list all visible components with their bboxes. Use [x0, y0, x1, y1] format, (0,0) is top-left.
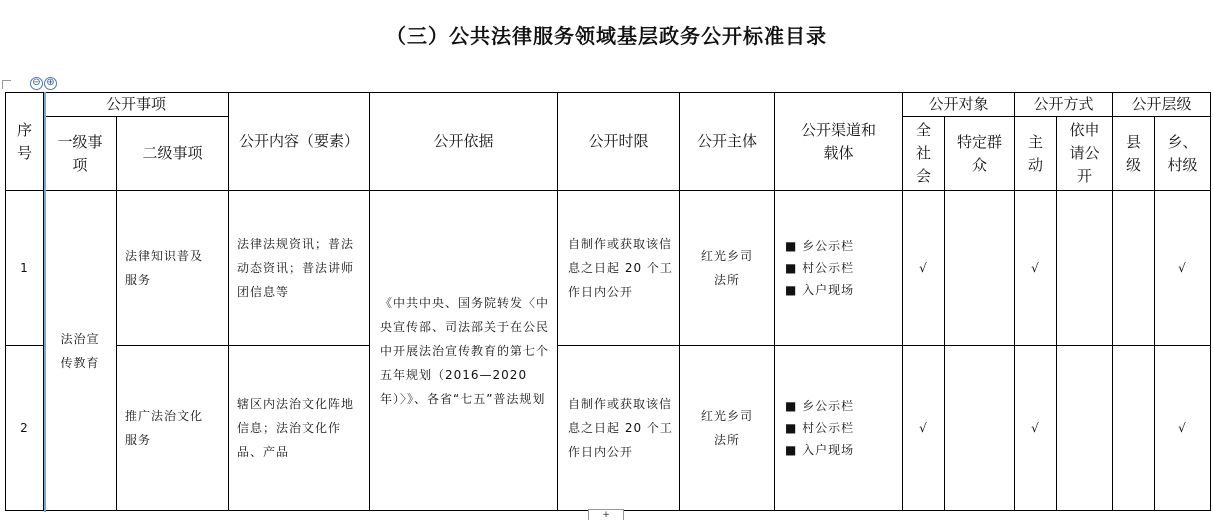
- level1-item: 法治宣传教育: [44, 191, 117, 511]
- channel-item: ■ 入户现场: [785, 443, 855, 457]
- check-active: √: [1015, 346, 1057, 511]
- row-level2: 法律知识普及服务: [117, 191, 229, 346]
- check-town: √: [1155, 346, 1211, 511]
- table-row: [6, 191, 1211, 346]
- row-subject: 红光乡司法所: [680, 346, 775, 511]
- header-level-county: 县级: [1113, 117, 1155, 191]
- header-disclosure-items: 公开事项: [44, 93, 229, 117]
- row-subject: 红光乡司法所: [680, 191, 775, 346]
- table-row: [6, 346, 1211, 511]
- header-method: 公开方式: [1015, 93, 1113, 117]
- row-content: 辖区内法治文化阵地信息；法治文化作品、产品: [229, 346, 370, 511]
- channel-item: ■ 村公示栏: [785, 421, 855, 435]
- check-all: √: [903, 346, 945, 511]
- channel-item: ■ 乡公示栏: [785, 399, 855, 413]
- row-seq: 2: [6, 346, 44, 511]
- row-seq: 1: [6, 191, 44, 346]
- header-subject: 公开主体: [680, 93, 775, 191]
- outline-controls[interactable]: [30, 77, 57, 90]
- add-row-tab[interactable]: +: [588, 509, 624, 520]
- check-request: [1057, 346, 1113, 511]
- channel-item: ■ 乡公示栏: [785, 239, 855, 253]
- row-time-limit: 自制作或获取该信息之日起 20 个工作日内公开: [558, 191, 680, 346]
- header-basis: 公开依据: [370, 93, 558, 191]
- row-content: 法律法规资讯；普法动态资讯；普法讲师团信息等: [229, 191, 370, 346]
- header-audience-specific: 特定群众: [945, 117, 1015, 191]
- header-level1: 一级事项: [44, 117, 117, 191]
- header-channel: 公开渠道和载体: [775, 93, 903, 191]
- check-all: √: [903, 191, 945, 346]
- table-corner-mark: [2, 80, 11, 89]
- header-method-request: 依申请公开: [1057, 117, 1113, 191]
- header-level: 公开层级: [1113, 93, 1211, 117]
- check-specific: [945, 191, 1015, 346]
- header-method-active: 主动: [1015, 117, 1057, 191]
- check-specific: [945, 346, 1015, 511]
- check-request: [1057, 191, 1113, 346]
- header-level2: 二级事项: [117, 117, 229, 191]
- channel-item: ■ 村公示栏: [785, 261, 855, 275]
- row-channels: [775, 346, 903, 511]
- row-time-limit: 自制作或获取该信息之日起 20 个工作日内公开: [558, 346, 680, 511]
- check-town: √: [1155, 191, 1211, 346]
- header-level-town: 乡、村级: [1155, 117, 1211, 191]
- check-county: [1113, 191, 1155, 346]
- check-active: √: [1015, 191, 1057, 346]
- column-guide-line: [44, 92, 46, 512]
- header-audience-all: 全社会: [903, 117, 945, 191]
- basis-text: 《中共中央、国务院转发〈中央宣传部、司法部关于在公民中开展法治宣传教育的第七个五年规划（2016—2020年）〉》、各省“七五”普法规划: [370, 191, 558, 511]
- row-channels: [775, 191, 903, 346]
- collapse-icon[interactable]: ⊖: [30, 77, 43, 90]
- catalog-table: [5, 92, 1211, 511]
- expand-icon[interactable]: ⊕: [44, 77, 57, 90]
- check-county: [1113, 346, 1155, 511]
- header-content: 公开内容（要素）: [229, 93, 370, 191]
- header-time-limit: 公开时限: [558, 93, 680, 191]
- header-audience: 公开对象: [903, 93, 1015, 117]
- page-title: （三）公共法律服务领域基层政务公开标准目录: [386, 24, 827, 48]
- channel-item: ■ 入户现场: [785, 283, 855, 297]
- row-level2: 推广法治文化服务: [117, 346, 229, 511]
- header-seq: 序号: [6, 93, 44, 191]
